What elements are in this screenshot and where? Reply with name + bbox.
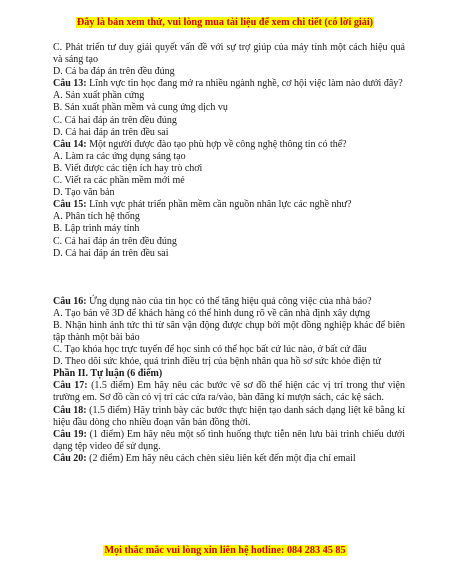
question-14-option-a: A. Làm ra các ứng dụng sáng tạo [53,150,186,162]
question-16-option-b: B. Nhận hình ảnh tức thì từ sân vận động được chụp bởi một đồng nghiệp khác để biên tập thành một bài báo [53,319,405,343]
question-13-option-c: C. Cả hai đáp án trên đều đúng [53,114,177,126]
question-14-label: Câu 14: [53,138,87,150]
question-15-option-a: A. Phân tích hệ thống [53,211,140,223]
question-20-text: (2 điểm) Em hãy nêu cách chèn siêu liên kết đến một địa chỉ email [86,452,356,464]
question-17-label: Câu 17: [53,380,88,392]
question-15-option-d: D. Cả hai đáp án trên đều sai [53,247,169,259]
part-2-heading: Phần II. Tự luận (6 điểm) [53,368,163,380]
question-16 [53,296,405,308]
question-19 [53,429,405,453]
hotline-banner-text: Mọi thắc mắc vui lòng xin liên hệ hotline: 084 283 45 85 [104,545,346,556]
hotline-banner [0,545,450,556]
preview-banner [0,17,450,28]
question-20-label: Câu 20: [53,452,87,464]
preview-banner-text: Đây là bản xem thử, vui lòng mua tài liệu để xem chi tiết (có lời giải) [76,17,374,28]
question-13-option-a: A. Sản xuất phần cứng [53,90,145,102]
question-15-option-b: B. Lập trình máy tính [53,223,140,235]
question-15 [53,199,405,211]
option-c-line: C. Phát triển tư duy giải quyết vấn đề với sự trợ giúp của máy tính một cách hiệu quả và sáng tạo [53,42,405,66]
question-14 [53,139,405,151]
question-16-option-d: D. Theo dõi sức khỏe, quá trình điều trị của bệnh nhân qua hồ sơ sức khỏe điện tử [53,356,381,368]
question-16-text: Ứng dụng nào của tin học có thể tăng hiệu quả công việc của nhà báo? [86,295,372,307]
question-18-label: Câu 18: [53,404,87,416]
question-19-label: Câu 19: [53,428,87,440]
question-15-label: Câu 15: [53,199,87,211]
question-18-text: (1.5 điểm) Hãy trình bày các bước thực hiện tạo danh sách dạng liệt kê bằng kí hiệu đầu dòng cho nhiều đoạn văn bản đồng thời. [53,404,405,428]
question-14-option-d: D. Tạo văn bản [53,187,115,199]
question-15-text: Lĩnh vực phát triển phần mềm cần nguồn nhân lực các nghề như? [86,199,352,211]
question-14-option-b: B. Viết được các tiện ích hay trò chơi [53,162,203,174]
question-17 [53,380,405,404]
question-13-option-d: D. Cả hai đáp án trên đều sai [53,126,169,138]
document-body [53,42,405,465]
question-17-text: (1.5 điểm) Em hãy nêu các bước vẽ sơ đồ thể hiện các vị trí trong thư viện trường em. Sơ đồ cần có vị trí các cửa ra/vào, bàn đăng kí mượn sách, các kệ sách. [53,380,405,404]
question-16-option-a: A. Tạo bản vẽ 3D để khách hàng có thể hình dung rõ về căn nhà định xây dựng [53,307,371,319]
question-13-label: Câu 13: [53,78,87,90]
option-d-line: D. Cả ba đáp án trên đều đúng [53,66,175,78]
question-16-option-c: C. Tạo khóa học trực tuyến để học sinh có thể học bất cứ lúc nào, ở bất cứ đâu [53,344,367,356]
question-13-text: Lĩnh vực tin học đang mở ra nhiều ngành nghề, cơ hội việc làm nào dưới đây? [86,78,403,90]
question-19-text: (1 điểm) Em hãy nêu một số tình huống thực tiễn nên lưu bài trình chiếu dưới dạng tệp video để sử dụng. [53,428,405,452]
question-20 [53,453,405,465]
question-14-text: Một người được đào tạo phù hợp về công nghệ thông tin có thể? [86,138,347,150]
question-15-option-c: C. Cả hai đáp án trên đều đúng [53,235,177,247]
question-13-option-b: B. Sản xuất phần mềm và cung ứng dịch vụ [53,102,228,114]
question-13 [53,78,405,90]
question-14-option-c: C. Viết ra các phần mềm mới mẻ [53,175,185,187]
question-16-label: Câu 16: [53,295,87,307]
spacer [53,260,405,296]
question-18 [53,405,405,429]
